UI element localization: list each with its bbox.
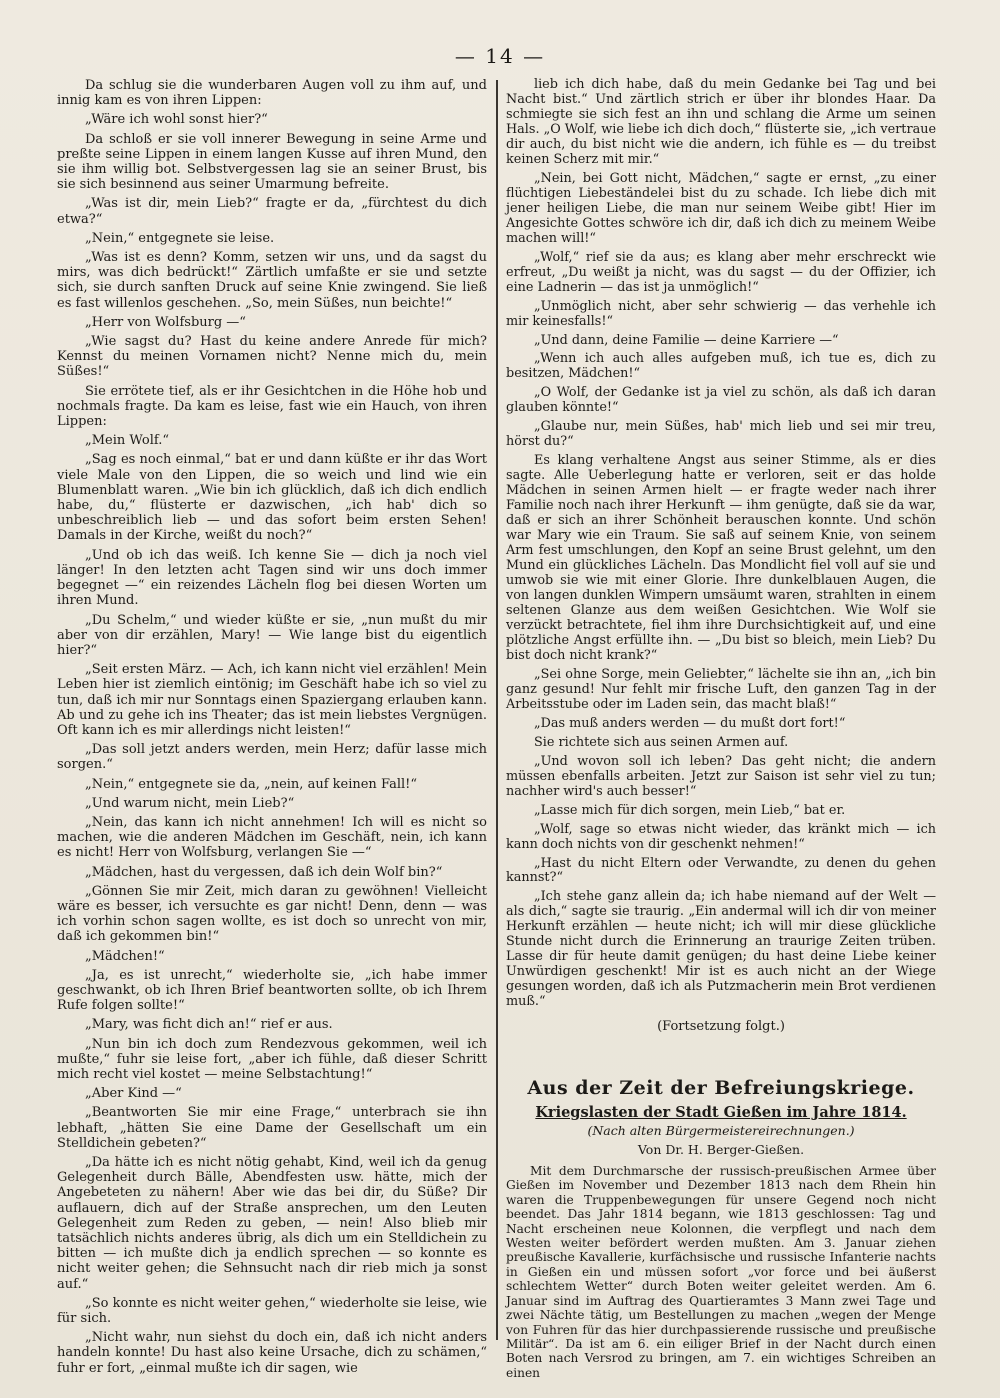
paragraph: „Beantworten Sie mir eine Frage,“ unterbrach sie ihn lebhaft, „hätten Sie eine Dame der Gesellschaft um ein Stelldichein gebeten?“ <box>57 1105 487 1151</box>
article-body <box>506 1164 936 1380</box>
paragraph: „Wolf,“ rief sie da aus; es klang aber mehr erschreckt wie erfreut, „Du weißt ja nicht, was du sagst — du der Offizier, ich eine Ladnerin — das ist ja unmöglich!“ <box>506 249 936 295</box>
paragraph: „Herr von Wolfsburg —“ <box>85 314 246 330</box>
paragraph: „Und warum nicht, mein Lieb?“ <box>85 795 295 811</box>
paragraph: „Nein, das kann ich nicht annehmen! Ich will es nicht so machen, wie die anderen Mädchen im Geschäft, nein, ich kann es nicht! Herr von Wolfsburg, verlangen Sie —“ <box>57 814 487 861</box>
paragraph: „Mein Wolf.“ <box>85 433 169 449</box>
paragraph: „O Wolf, der Gedanke ist ja viel zu schön, als daß ich daran glauben könnte!“ <box>506 385 936 416</box>
paragraph: „Nein, bei Gott nicht, Mädchen,“ sagte er ernst, „zu einer flüchtigen Liebeständelei bist du zu schade. Ich liebe dich mit jener heiligen Liebe, die man nur seinem Weibe gibt! Hier im Angesichte Gottes schwöre ich dir, daß ich dich zu meinem Weibe machen will!“ <box>506 170 936 246</box>
paragraph: „Du Schelm,“ und wieder küßte er sie, „nun mußt du mir aber von dir erzählen, Mary! — Wie lange bist du eigentlich hier?“ <box>57 612 487 658</box>
paragraph: „Unmöglich nicht, aber sehr schwierig — das verhehle ich mir keinesfalls!“ <box>506 298 936 329</box>
paragraph: „Wäre ich wohl sonst hier?“ <box>85 112 268 128</box>
paragraph: „Sei ohne Sorge, mein Geliebter,“ lächelte sie ihn an, „ich bin ganz gesund! Nur fehlt mir frische Luft, den ganzen Tag in der Arbeitsstube oder im Laden sein, das macht blaß!“ <box>506 666 936 712</box>
paragraph: „Und dann, deine Familie — deine Karriere —“ <box>534 332 839 348</box>
paragraph: „Was ist dir, mein Lieb?“ fragte er da, „fürchtest du dich etwa?“ <box>57 196 487 227</box>
column-divider <box>496 80 498 1340</box>
article-body-text: Mit dem Durchmarsche der russisch-preußischen Armee über Gießen im November und Dezember 1813 nach dem Rhein hin waren die Truppenbewegungen für unsere Gegend noch nicht beendet. Das Jahr 1814 begann, wie 1813 geschlossen: Tag und Nacht erscheinen neue Kolonnen, die verpflegt und nach dem Westen weiter befördert werden mußten. Am 3. Januar ziehen preußische Kavallerie, kurfächsische und russische Infanterie nachts in Gießen ein und müssen sofort „vor force und bei äußerst schlechtem Wetter“ durch Boten weiter geleitet werden. Am 6. Januar sind im Auftrag des Quartieramtes 3 Mann zwei Tage und zwei Nächte tätig, um Bestellungen zu machen „wegen der Menge von Fuhren für das hier durchpassierende russische und preußische Militär“. Da ist am 6. ein eiliger Brief in der Nacht durch einen Boten nach Versrod zu bringen, am 7. ein wichtiges Schreiben an einen <box>506 1164 936 1380</box>
page-number: — 14 — <box>454 44 546 68</box>
paragraph: „Nun bin ich doch zum Rendezvous gekommen, weil ich mußte,“ fuhr sie leise fort, „aber ich fühle, daß dieser Schritt mich recht viel kostet — meine Selbstachtung!“ <box>57 1036 487 1082</box>
paragraph: „Mädchen!“ <box>85 948 165 964</box>
paragraph: „Sag es noch einmal,“ bat er und dann küßte er ihr das Wort viele Male von den Lippen, die so weich und lind wie ein Blumenblatt waren. „Wie bin ich glücklich, daß ich dich endlich habe, du,“ flüsterte er dazwischen, „ich hab' dich so unbeschreiblich lieb — und das sofort beim ersten Sehen! Damals in der Kirche, weißt du noch?“ <box>57 452 487 544</box>
paragraph: „Ich stehe ganz allein da; ich habe niemand auf der Welt — als dich,“ sagte sie traurig. „Ein andermal will ich dir von meiner Herkunft erzählen — heute nicht; ich will mir diese glückliche Stunde nicht durch die Erinnerung an traurige Zeiten trüben. Lasse dir für heute damit genügen; du hast deine Liebe keiner Unwürdigen geschenkt! Mir ist es auch nicht an der Wiege gesungen worden, daß ich als Putzmacherin mein Brot verdienen muß.“ <box>506 889 936 1010</box>
paragraph: „Nein,“ entgegnete sie leise. <box>85 230 275 246</box>
paragraph: „Gönnen Sie mir Zeit, mich daran zu gewöhnen! Vielleicht wäre es besser, ich versuchte es gar nicht! Denn, denn — was ich vorhin schon sagen wollte, es ist doch so unrecht von mir, daß ich gekommen bin!“ <box>57 883 487 945</box>
paragraph: „Lasse mich für dich sorgen, mein Lieb,“ bat er. <box>534 802 846 818</box>
right-column <box>506 78 936 1380</box>
article-title: Aus der Zeit der Befreiungskriege. <box>527 1077 915 1100</box>
article-author: Von Dr. H. Berger-Gießen. <box>637 1142 805 1158</box>
paragraph: Da schloß er sie voll innerer Bewegung in seine Arme und preßte seine Lippen in einem langen Kusse auf ihren Mund, den sie ihm willig bot. Selbstvergessen lag sie an seiner Brust, bis sie sich besinnend aus seiner Umarmung befreite. <box>57 131 487 193</box>
article-subtitle: Kriegslasten der Stadt Gießen im Jahre 1814. <box>535 1104 907 1122</box>
paragraph: lieb ich dich habe, daß du mein Gedanke bei Tag und bei Nacht bist.“ Und zärtlich strich er über ihr blondes Haar. Da schmiegte sie sich fest an ihn und schlang die Arme um seinen Hals. „O Wolf, wie liebe ich dich doch,“ flüsterte sie, „ich vertraue dir auch, du bist nicht wie die andern, ich fühle es — du treibst keinen Scherz mit mir.“ <box>506 77 937 167</box>
paragraph: „Wenn ich auch alles aufgeben muß, ich tue es, dich zu besitzen, Mädchen!“ <box>506 351 936 382</box>
paragraph: „Wolf, sage so etwas nicht wieder, das kränkt mich — ich kann doch nichts von dir geschenkt nehmen!“ <box>506 821 936 852</box>
left-column <box>57 78 487 1380</box>
paragraph: „Das muß anders werden — du mußt dort fort!“ <box>534 715 846 731</box>
paragraph: „Hast du nicht Eltern oder Verwandte, zu denen du gehen kannst?“ <box>506 855 936 886</box>
paragraph: „Nein,“ entgegnete sie da, „nein, auf keinen Fall!“ <box>85 776 418 792</box>
paragraph: „Glaube nur, mein Süßes, hab' mich lieb und sei mir treu, hörst du?“ <box>506 419 936 450</box>
paragraph: „Nicht wahr, nun siehst du doch ein, daß ich nicht anders handeln konnte! Du hast also keine Ursache, dich zu schämen,“ fuhr er fort, „einmal mußte ich dir sagen, wie <box>57 1330 487 1376</box>
paragraph: „Mädchen, hast du vergessen, daß ich dein Wolf bin?“ <box>85 864 443 880</box>
paragraph: „Aber Kind —“ <box>85 1086 182 1102</box>
paragraph: „So konnte es nicht weiter gehen,“ wiederholte sie leise, wie für sich. <box>57 1295 487 1327</box>
story-continuation <box>506 78 936 1010</box>
paragraph: „Und ob ich das weiß. Ich kenne Sie — dich ja noch viel länger! In den letzten acht Tagen sind wir uns doch immer begegnet —“ ein reizendes Lächeln flog bei diesen Worten um ihren Mund. <box>57 547 487 609</box>
paragraph: „Wie sagst du? Hast du keine andere Anrede für mich? Kennst du meinen Vornamen nicht? Nenne mich du, mein Süßes!“ <box>57 334 487 380</box>
paragraph: „Da hätte ich es nicht nötig gehabt, Kind, weil ich da genug Gelegenheit durch Bälle, Abendfesten usw. hätte, mich der Angebeteten zu nähern! Aber wie das bei dir, du Süße? Dir auflauern, dich auf der Straße ansprechen, um den Leuten Gelegenheit zum Reden zu geben, — nein! Also blieb mir tatsächlich nichts anderes übrig, als dich um ein Stelldichein zu bitten — ich mußte dich ja endlich sprechen — so konnte es nicht weiter gehen; die Sehnsucht nach dir rieb mich ja sonst auf.“ <box>57 1155 487 1292</box>
paragraph: „Was ist es denn? Komm, setzen wir uns, und da sagst du mirs, was dich bedrückt!“ Zärtlich umfaßte er sie und setzte sich, sie durch sanften Druck auf seine Knie zwingend. Sie ließ es fast willenlos geschehen. „So, mein Süßes, nun beichte!“ <box>57 250 487 311</box>
paragraph: „Das soll jetzt anders werden, mein Herz; dafür lasse mich sorgen.“ <box>57 742 487 773</box>
paragraph: „Mary, was ficht dich an!“ rief er aus. <box>85 1017 333 1033</box>
paragraph: Sie richtete sich aus seinen Armen auf. <box>534 734 789 750</box>
paragraph: Es klang verhaltene Angst aus seiner Stimme, als er dies sagte. Alle Ueberlegung hatte er verloren, seit er das holde Mädchen in seinen Armen hielt — er fragte weder nach ihrer Familie noch nach ihrer Herkunft — ihm genügte, daß sie da war, daß er sich an ihrer Schönheit berauschen konnte. Und schön war Mary wie ein Traum. Sie saß auf seinem Knie, von seinem Arm fest umschlungen, den Kopf an seine Brust gelehnt, um den Mund ein glückliches Lächeln. Das Mondlicht fiel voll auf sie und umwob sie wie mit einer Glorie. Ihre dunkelblauen Augen, die von langen dunklen Wimpern umsäumt waren, strahlten in einem seltenen Glanze aus dem weißen Gesichtchen. Wie Wolf sie verzückt betrachtete, fiel ihm ihre Durchsichtigkeit auf, und eine plötzliche Angst erfüllte ihn. — „Du bist so bleich, mein Lieb? Du bist doch nicht krank?“ <box>506 453 936 663</box>
paragraph: „Und wovon soll ich leben? Das geht nicht; die andern müssen ebenfalls arbeiten. Jetzt zur Saison ist sehr viel zu tun; nachher wird's auch besser!“ <box>506 753 936 799</box>
paragraph: Da schlug sie die wunderbaren Augen voll zu ihm auf, und innig kam es von ihren Lippen: <box>57 78 487 109</box>
paragraph: „Seit ersten März. — Ach, ich kann nicht viel erzählen! Mein Leben hier ist ziemlich eintönig; im Geschäft habe ich so viel zu tun, daß ich mir nur Sonntags einen Spaziergang erlauben kann. Ab und zu gehe ich ins Theater; das ist mein liebstes Vergnügen. Oft kann ich es mir allerdings nicht leisten!“ <box>57 662 487 738</box>
paragraph: „Ja, es ist unrecht,“ wiederholte sie, „ich habe immer geschwankt, ob ich Ihren Brief beantworten sollte, ob ich Ihrem Rufe folgen sollte!“ <box>57 967 487 1014</box>
article-source-note: (Nach alten Bürgermeistereirechnungen.) <box>587 1123 855 1139</box>
paragraph: Sie errötete tief, als er ihr Gesichtchen in die Höhe hob und nochmals fragte. Da kam es leise, fast wie ein Hauch, von ihren Lippen: <box>57 383 487 430</box>
continuation-note: (Fortsetzung folgt.) <box>657 1019 785 1035</box>
